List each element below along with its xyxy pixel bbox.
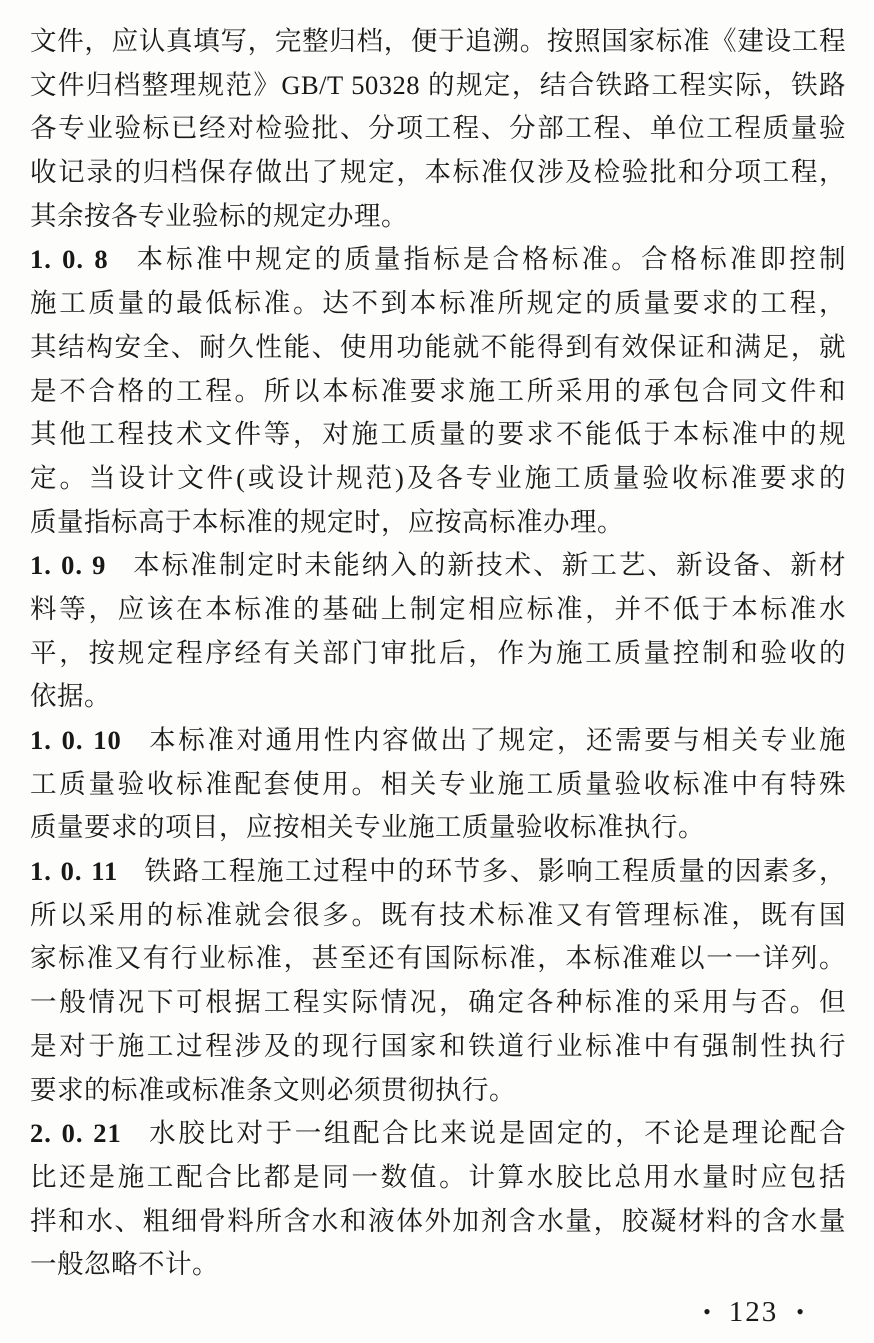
text-line: 是对于施工过程涉及的现行国家和铁道行业标准中有强制性执行: [30, 1030, 846, 1061]
text-line: 质量指标高于本标准的规定时，应按高标准办理。: [30, 506, 624, 537]
text-line: 是不合格的工程。所以本标准要求施工所采用的承包合同文件和: [30, 375, 846, 406]
text-line: 收记录的归档保存做出了规定，本标准仅涉及检验批和分项工程，: [30, 157, 846, 188]
text-line: [30, 544, 846, 588]
paragraph: [30, 1112, 846, 1287]
footer-dot-left-icon: •: [703, 1299, 711, 1324]
page-footer: [685, 1295, 822, 1329]
paragraph: [30, 238, 846, 544]
text-line: 工质量验收标准配套使用。相关专业施工质量验收标准中有特殊: [30, 768, 846, 799]
text-line: 料等，应该在本标准的基础上制定相应标准，并不低于本标准水: [30, 593, 846, 624]
page-number: 123: [728, 1296, 779, 1328]
document-body: [30, 20, 846, 1287]
section-number: 1. 0. 11: [30, 856, 119, 887]
text-line: 要求的标准或标准条文则必须贯彻执行。: [30, 1074, 516, 1105]
paragraph: [30, 20, 846, 238]
text-line: 定。当设计文件(或设计规范)及各专业施工质量验收标准要求的: [30, 462, 846, 493]
line-text: 本标准制定时未能纳入的新技术、新工艺、新设备、新材: [131, 550, 846, 581]
text-line: 依据。: [30, 681, 111, 712]
text-line: 比还是施工配合比都是同一数值。计算水胶比总用水量时应包括: [30, 1161, 846, 1192]
text-line: 平，按规定程序经有关部门审批后，作为施工质量控制和验收的: [30, 637, 846, 668]
text-line: 其余按各专业验标的规定办理。: [30, 200, 408, 231]
section-number: 2. 0. 21: [30, 1118, 122, 1149]
text-line: 质量要求的项目，应按相关专业施工质量验收标准执行。: [30, 812, 705, 843]
text-line: 家标准又有行业标准，甚至还有国际标准，本标准难以一一详列。: [30, 943, 846, 974]
section-number: 1. 0. 10: [30, 725, 122, 755]
text-line: 其他工程技术文件等，对施工质量的要求不能低于本标准中的规: [30, 419, 846, 450]
text-line: 一般情况下可根据工程实际情况，确定各种标准的采用与否。但: [30, 987, 846, 1018]
text-line: 拌和水、粗细骨料所含水和液体外加剂含水量，胶凝材料的含水量: [30, 1205, 846, 1236]
text-line: 其结构安全、耐久性能、使用功能就不能得到有效保证和满足，就: [30, 331, 846, 362]
text-line: [30, 1112, 846, 1156]
line-text: 铁路工程施工过程中的环节多、影响工程质量的因素多，: [143, 856, 846, 887]
text-line: 所以采用的标准就会很多。既有技术标准又有管理标准，既有国: [30, 899, 846, 930]
text-line: 施工质量的最低标准。达不到本标准所规定的质量要求的工程，: [30, 288, 846, 319]
line-text: 本标准对通用性内容做出了规定，还需要与相关专业施: [146, 725, 846, 755]
text-line: [30, 850, 846, 894]
paragraph: [30, 719, 846, 850]
footer-dot-right-icon: •: [796, 1299, 804, 1324]
line-text: 水胶比对于一组配合比来说是固定的，不论是理论配合: [146, 1118, 846, 1149]
text-line: [30, 238, 846, 282]
section-number: 1. 0. 9: [30, 550, 107, 581]
text-line: 各专业验标已经对检验批、分项工程、分部工程、单位工程质量验: [30, 113, 846, 144]
paragraph: [30, 544, 846, 719]
section-number: 1. 0. 8: [30, 244, 109, 275]
text-line: [30, 719, 846, 763]
line-text: 本标准中规定的质量指标是合格标准。合格标准即控制: [133, 244, 846, 275]
text-line: 文件，应认真填写，完整归档，便于追溯。按照国家标准《建设工程: [30, 26, 846, 56]
text-line: 一般忽略不计。: [30, 1249, 219, 1280]
text-line: 文件归档整理规范》GB/T 50328 的规定，结合铁路工程实际，铁路: [30, 69, 846, 100]
paragraph: [30, 850, 846, 1112]
